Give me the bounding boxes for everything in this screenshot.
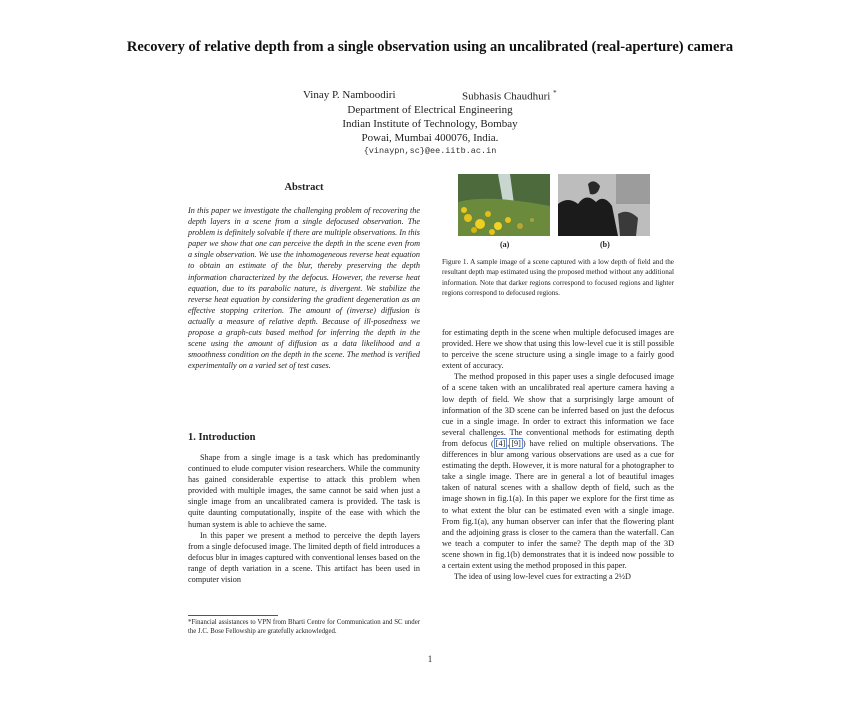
affiliation-institute: Indian Institute of Technology, Bombay	[342, 118, 518, 130]
footnote-rule	[188, 615, 278, 616]
intro-body	[188, 452, 420, 585]
author-namboodiri: Vinay P. Namboodiri	[303, 89, 396, 101]
abstract-text: In this paper we investigate the challenging problem of recovering the depth layers in a scene from a single defocused observation. The problem is definitely solvable if there are multiple observations. In this paper we show that one can perceive the depth in the scene even from a single observation. We use the inhomogeneous reverse heat equation to obtain an estimate of the blur, thereby preserving the depth information characterized by the defocus. However, the reverse heat equation, due to its parabolic nature, is divergent. We stabilize the reverse heat equation by considering the gradient degeneration as an effective stopping criterion. The amount of (inverse) diffusion is actually a measure of relative depth. Because of ill-posedness we propose a graph-cuts based method for inferring the depth in the scene using the amount of diffusion as a data likelihood and a smoothness condition on the depth in the scene. The method is verified experimentally on a varied set of test cases.	[188, 206, 420, 371]
scene-photo	[458, 174, 550, 236]
intro-heading: 1. Introduction	[188, 432, 256, 443]
author-footnote-mark: *	[553, 89, 557, 97]
depth-map	[558, 174, 650, 236]
paper-title: Recovery of relative depth from a single observation using an uncalibrated (real-aperture) camera	[126, 39, 734, 55]
author-chaudhuri: Subhasis Chaudhuri *	[462, 89, 557, 103]
footnote: *Financial assistances to VPN from Bharti Centre for Communication and SC under the J.C. Bose Fellowship are gratefully acknowledged.	[188, 619, 420, 635]
affiliation-city: Powai, Mumbai 400076, India.	[361, 132, 499, 144]
figure-label-a: (a)	[500, 240, 510, 249]
right-paragraph-2: The method proposed in this paper uses a single defocused image of a scene taken with an uncalibrated real aperture camera having a low depth of field. We show that a surprisingly large amount of information of the 3D scene can be inferred based on just the defocus cue in a single image. In order to extract this information we face several challenges. The conventional methods for estimating depth from defocus ( [4] , [9] ) have relied on multiple observations. The differences in blur among various observations are used as a cue for estimating the depth. However, it is more natural for a photographer to take a single image. There are in general a lot of beautiful images taken of natural scenes with a shallow depth of field, such as the image shown in fig.1(a). In this paper we explore for the first time as to what extent the blur can be estimated even with a single image. From fig.1(a), any human observer can infer that the flowering plant and the adjoining grass is closer to the camera than the waterfall. Can we teach a computer to infer the same? The depth map of the 3D scene shown in fig.1(b) demonstrates that it is indeed now possible to a certain extent using the method proposed in this paper.	[442, 372, 674, 570]
citation-link-9[interactable]: [9]	[511, 438, 521, 448]
author-email: {vinaypn,sc}@ee.iitb.ac.in	[363, 146, 497, 156]
right-paragraph-3: The idea of using low-level cues for extracting a 2½D	[454, 572, 631, 582]
intro-paragraph-2: In this paper we present a method to perceive the depth layers from a single defocused image. The limited depth of field introduces a defocus blur in images captured with conventional lenses based on the range of depth variation in a scene. This artifact has been used in computer vision	[188, 530, 420, 585]
affiliation-department: Department of Electrical Engineering	[347, 104, 513, 116]
scene-photo-art	[458, 174, 550, 236]
right-column-body	[442, 327, 674, 582]
figure-label-b: (b)	[600, 240, 610, 249]
citation-link-4[interactable]: [4]	[495, 438, 506, 448]
right-paragraph-1: for estimating depth in the scene when multiple defocused images are provided. Here we show that using this low-level cue it is still possible to perceive the scene structure using a single image to a fairly good extent of accuracy.	[442, 328, 674, 371]
figure-caption: Figure 1. A sample image of a scene captured with a low depth of field and the resultant depth map estimated using the proposed method without any additional information. Note that darker regions correspond to focused regions and lighter regions correspond to defocused regions.	[442, 258, 674, 298]
depth-map-art	[558, 174, 650, 236]
abstract-heading: Abstract	[284, 182, 324, 193]
intro-paragraph-1: Shape from a single image is a task which has predominantly continued to elude computer vision researchers. While the community has gained considerable expertise to attack this problem when provided with multiple images, the same cannot be said when just a single image from an uncalibrated camera is provided. The task is quite daunting computationally, inspite of the ease with which the human system is able to achieve the same.	[188, 453, 420, 529]
page-number: 1	[427, 654, 433, 664]
